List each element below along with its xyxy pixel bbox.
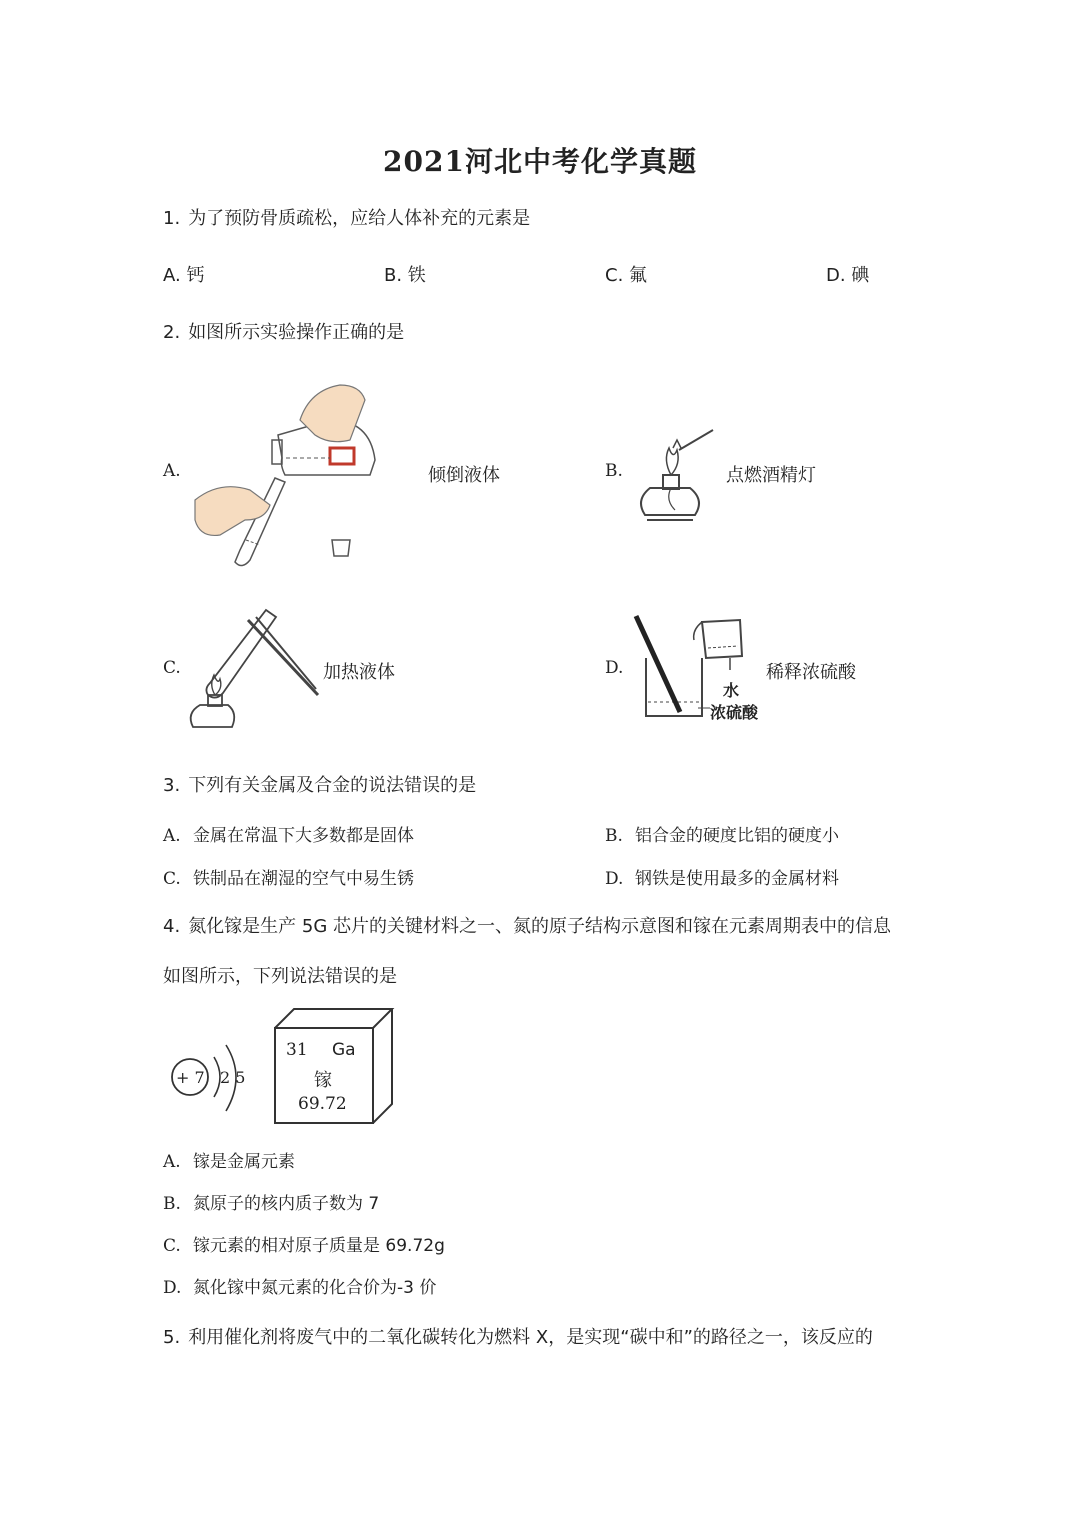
q1-option-c[interactable]: C. 氟 <box>605 265 648 286</box>
option-text: 铝合金的硬度比铝的硬度小 <box>635 826 839 846</box>
q2-label-d[interactable]: D. <box>605 658 624 678</box>
atom-electrons: 2 5 <box>220 1068 246 1087</box>
acid-label: 浓硫酸 <box>710 703 759 722</box>
alcohol-lamp-figure <box>635 420 725 525</box>
element-name: 镓 <box>314 1070 332 1091</box>
element-symbol: Ga <box>332 1040 356 1060</box>
pouring-liquid-figure <box>190 380 390 570</box>
option-key: C. <box>163 1236 181 1256</box>
option-key: A. <box>163 1152 181 1172</box>
question-number: 5. <box>163 1327 181 1348</box>
atom-nucleus: + 7 <box>176 1068 205 1087</box>
question-2 <box>163 318 404 344</box>
option-key: D. <box>605 869 624 889</box>
q2-label-c[interactable]: C. <box>163 658 181 678</box>
option-text: 金属在常温下大多数都是固体 <box>193 826 414 846</box>
q3-option-d[interactable] <box>605 864 839 889</box>
atomic-mass: 69.72 <box>298 1094 347 1114</box>
question-number: 2. <box>163 322 181 343</box>
question-3 <box>163 771 476 797</box>
q1-option-a[interactable]: A. 钙 <box>163 265 205 286</box>
q2-caption-d: 稀释浓硫酸 <box>766 662 856 683</box>
option-text: 铁制品在潮湿的空气中易生锈 <box>193 869 414 889</box>
question-text: 为了预防骨质疏松，应给人体补充的元素是 <box>188 208 531 229</box>
q3-option-a[interactable] <box>163 821 414 846</box>
question-number: 4. <box>163 916 181 937</box>
q1-option-d[interactable]: D. 碘 <box>826 265 870 286</box>
element-cell <box>276 1030 374 1123</box>
question-4-line-2: 如图所示，下列说法错误的是 <box>163 966 397 987</box>
water-label: 水 <box>723 681 740 700</box>
q4-option-d[interactable] <box>163 1273 436 1298</box>
q3-option-b[interactable] <box>605 821 839 846</box>
option-key: C. <box>163 869 181 889</box>
option-key: A. <box>163 826 181 846</box>
option-key: D. <box>163 1278 182 1298</box>
option-key: B. <box>605 826 623 846</box>
q4-option-b[interactable] <box>163 1189 379 1214</box>
page-title: 2021河北中考化学真题 <box>383 145 697 178</box>
q4-option-c[interactable] <box>163 1231 445 1256</box>
q2-label-a[interactable]: A. <box>163 461 181 481</box>
question-text: 利用催化剂将废气中的二氧化碳转化为燃料 X，是实现“碳中和”的路径之一，该反应的 <box>188 1327 873 1348</box>
q2-caption-b: 点燃酒精灯 <box>726 465 816 486</box>
q2-label-b[interactable]: B. <box>605 461 623 481</box>
heating-liquid-figure <box>188 605 323 735</box>
option-text: 镓是金属元素 <box>193 1152 295 1172</box>
question-text: 氮化镓是生产 5G 芯片的关键材料之一、氮的原子结构示意图和镓在元素周期表中的信息 <box>188 916 892 937</box>
question-number: 1. <box>163 208 181 229</box>
option-text: 氮原子的核内质子数为 7 <box>193 1194 380 1214</box>
question-5 <box>163 1323 873 1349</box>
question-1 <box>163 204 530 230</box>
q1-option-b[interactable]: B. 铁 <box>384 265 426 286</box>
atomic-number: 31 <box>286 1040 308 1060</box>
question-4 <box>163 912 891 938</box>
q4-option-a[interactable] <box>163 1147 295 1172</box>
question-number: 3. <box>163 775 181 796</box>
q2-caption-a: 倾倒液体 <box>428 465 500 486</box>
q2-caption-c: 加热液体 <box>323 662 395 683</box>
option-text: 钢铁是使用最多的金属材料 <box>635 869 839 889</box>
option-text: 镓元素的相对原子质量是 69.72g <box>193 1236 445 1256</box>
option-text: 氮化镓中氮元素的化合价为-3 价 <box>193 1278 437 1298</box>
option-key: B. <box>163 1194 181 1214</box>
question-text: 下列有关金属及合金的说法错误的是 <box>188 775 477 796</box>
q3-option-c[interactable] <box>163 864 414 889</box>
question-text: 如图所示实验操作正确的是 <box>188 322 405 343</box>
